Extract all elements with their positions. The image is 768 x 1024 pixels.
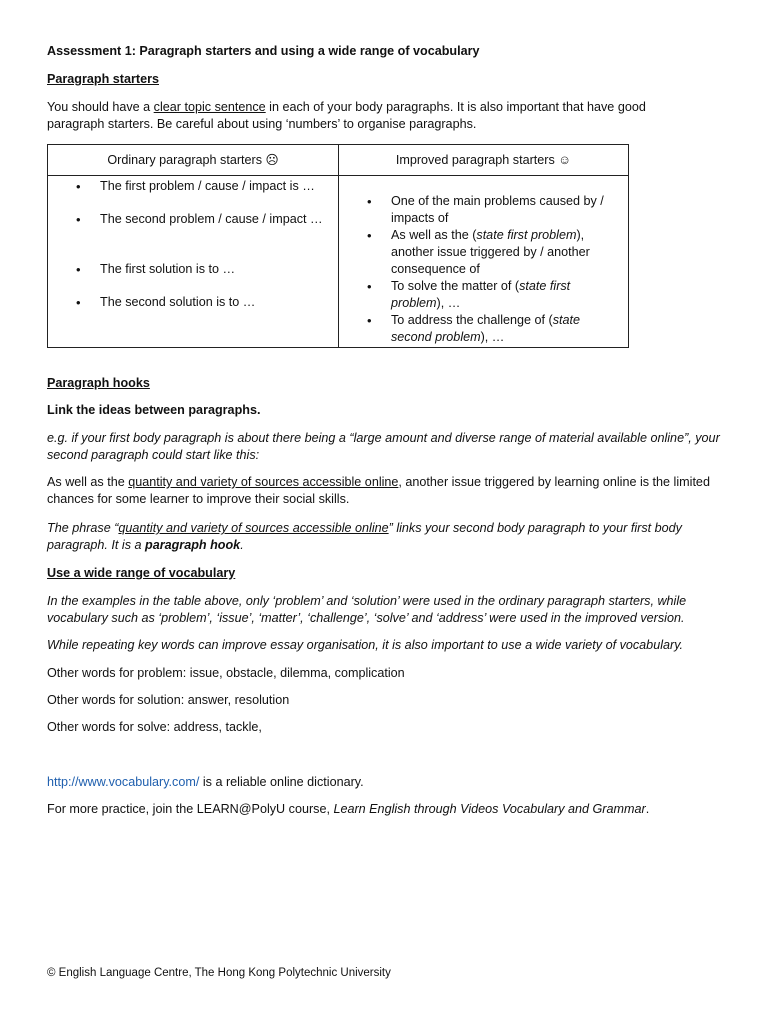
list-item: • The first problem / cause / impact is … (48, 178, 321, 195)
section-heading-hooks: Paragraph hooks (47, 376, 150, 390)
list-item: • To address the challenge of (state second problem), … (339, 312, 628, 346)
table-header-improved: Improved paragraph starters ☺ (339, 145, 629, 176)
list-item: • The second solution is to … (48, 294, 261, 311)
ordinary-cell (48, 176, 339, 348)
vocabulary-link[interactable]: http://www.vocabulary.com/ (47, 775, 200, 789)
improved-cell (339, 176, 629, 348)
list-item: • To solve the matter of (state first problem), … (339, 278, 628, 312)
list-item: • The second problem / cause / impact … (48, 211, 329, 228)
list-item: • The first solution is to … (48, 261, 241, 278)
document-title: Assessment 1: Paragraph starters and using a wide range of vocabulary (47, 44, 480, 58)
improved-list (339, 193, 628, 346)
footer-copyright: © English Language Centre, The Hong Kong Polytechnic University (47, 967, 391, 979)
vocab-solution: Other words for solution: answer, resolution (47, 693, 290, 707)
hooks-sample: As well as the quantity and variety of sources accessible online, another issue triggered by learning online is the limited chances for some learner to improve their social skills. (47, 475, 710, 506)
vocab-solve: Other words for solve: address, tackle, (47, 720, 262, 734)
section-heading-starters: Paragraph starters (47, 72, 159, 86)
starters-intro: You should have a clear topic sentence in each of your body paragraphs. It is also important that have good paragraph starters. Be careful about using ‘numbers’ to organise paragraphs. (47, 100, 646, 131)
vocab-paragraph-2: While repeating key words can improve essay organisation, it is also important to use a wide variety of vocabulary. (47, 638, 684, 652)
section-heading-vocab: Use a wide range of vocabulary (47, 566, 236, 580)
list-item: • One of the main problems caused by / impacts of (339, 193, 628, 227)
list-item: • As well as the (state first problem), another issue triggered by / another consequence of (339, 227, 628, 278)
starters-table (47, 144, 629, 348)
table-header-ordinary: Ordinary paragraph starters ☹ (48, 145, 339, 176)
hooks-note: The phrase “quantity and variety of sources accessible online” links your second body paragraph to your first body paragraph. It is a paragraph hook. (47, 521, 682, 552)
topic-sentence-link: clear topic sentence (153, 100, 266, 114)
practice-line: For more practice, join the LEARN@PolyU course, Learn English through Videos Vocabulary and Grammar. (47, 802, 650, 816)
vocab-problem: Other words for problem: issue, obstacle, dilemma, complication (47, 666, 405, 680)
vocab-paragraph-1: In the examples in the table above, only ‘problem’ and ‘solution’ were used in the ordinary paragraph starters, while vocabulary such as ‘problem’, ‘issue’, ‘matter’, ‘challenge’, ‘solve’ and ‘address’ were used in the improved version. (47, 594, 687, 625)
hooks-example: e.g. if your first body paragraph is about there being a “large amount and diverse range of material available online”, your second paragraph could start like this: (47, 431, 720, 462)
dictionary-line: http://www.vocabulary.com/ is a reliable online dictionary. (47, 775, 364, 789)
hooks-subheading: Link the ideas between paragraphs. (47, 403, 261, 417)
